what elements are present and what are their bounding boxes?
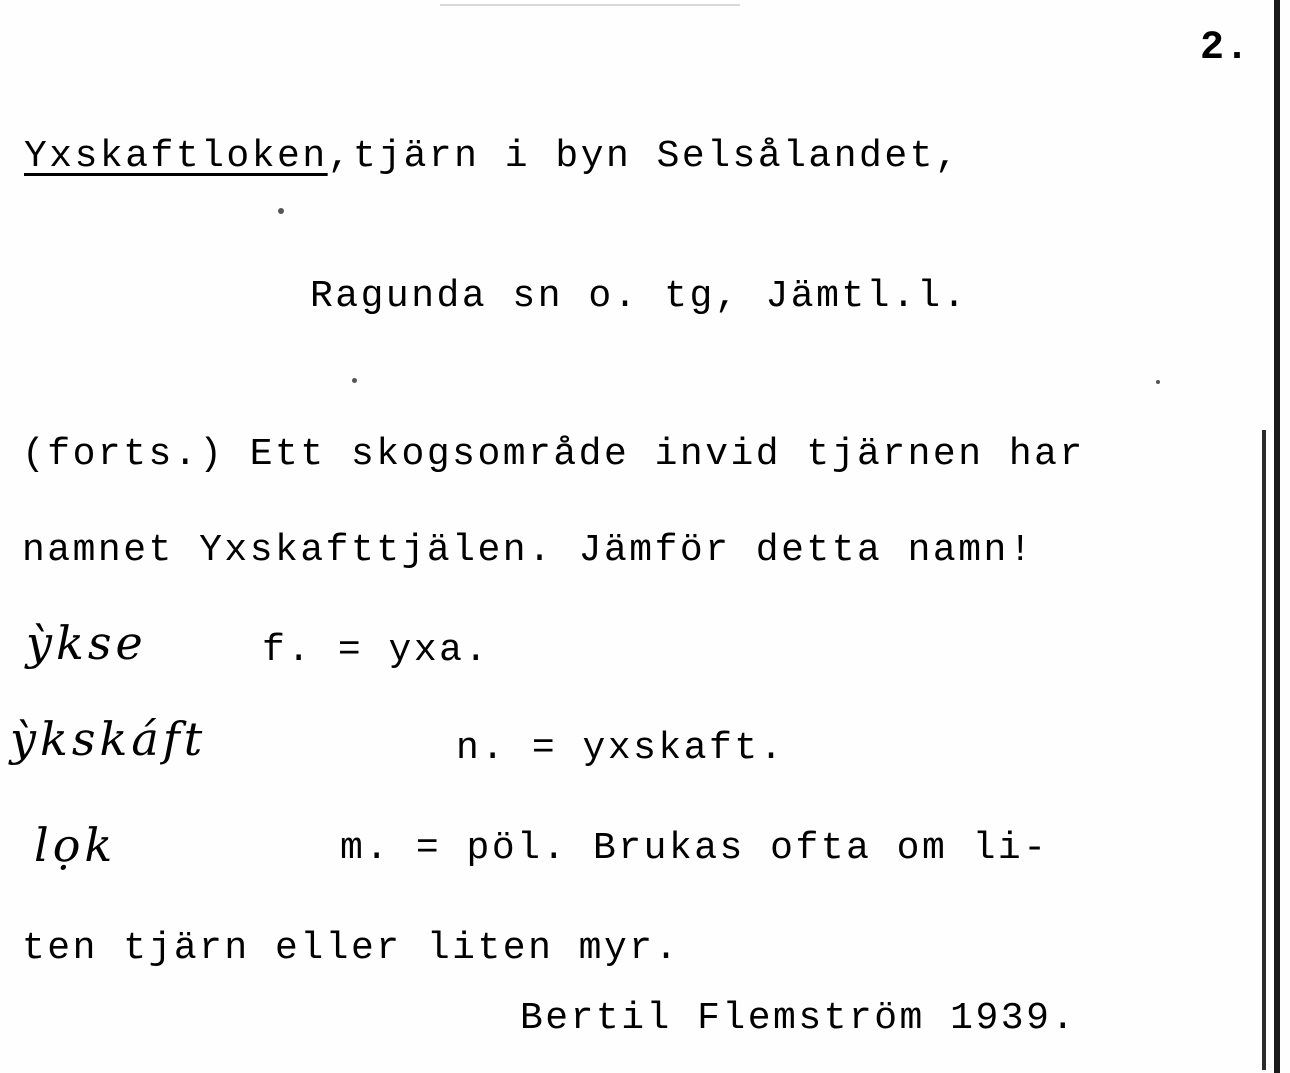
gloss-1-text: f. = yxa.	[262, 629, 490, 672]
scan-speck	[1156, 380, 1160, 384]
phonetic-form-3: lọk	[34, 818, 117, 872]
headword: Yxskaftloken	[24, 135, 328, 178]
page-number: 2.	[1199, 26, 1250, 71]
scan-speck	[278, 208, 284, 214]
phonetic-form-1: ỳkse	[26, 616, 147, 670]
gloss-2: n. = yxskaft.	[456, 727, 785, 770]
phonetic-form-2: ỳkskáft	[10, 712, 207, 766]
headword-line-rest: ,tjärn i byn Selsålandet,	[327, 135, 961, 178]
card-right-border	[1274, 0, 1280, 1073]
signature: Bertil Flemström 1939.	[520, 997, 1077, 1040]
body-line-1: (forts.) Ett skogsområde invid tjärnen har	[22, 433, 1085, 476]
parish-line: Ragunda sn o. tg, Jämtl.l.	[310, 275, 968, 318]
body-line-2: namnet Yxskafttjälen. Jämför detta namn!	[22, 529, 1035, 572]
scan-speck	[352, 378, 357, 383]
card-top-edge	[440, 4, 740, 6]
headword-line	[24, 135, 961, 178]
card-right-border-inner	[1262, 430, 1266, 1070]
gloss-1	[262, 629, 490, 672]
continuation-line: ten tjärn eller liten myr.	[22, 927, 680, 970]
gloss-3: m. = pöl. Brukas ofta om li-	[340, 827, 1049, 870]
